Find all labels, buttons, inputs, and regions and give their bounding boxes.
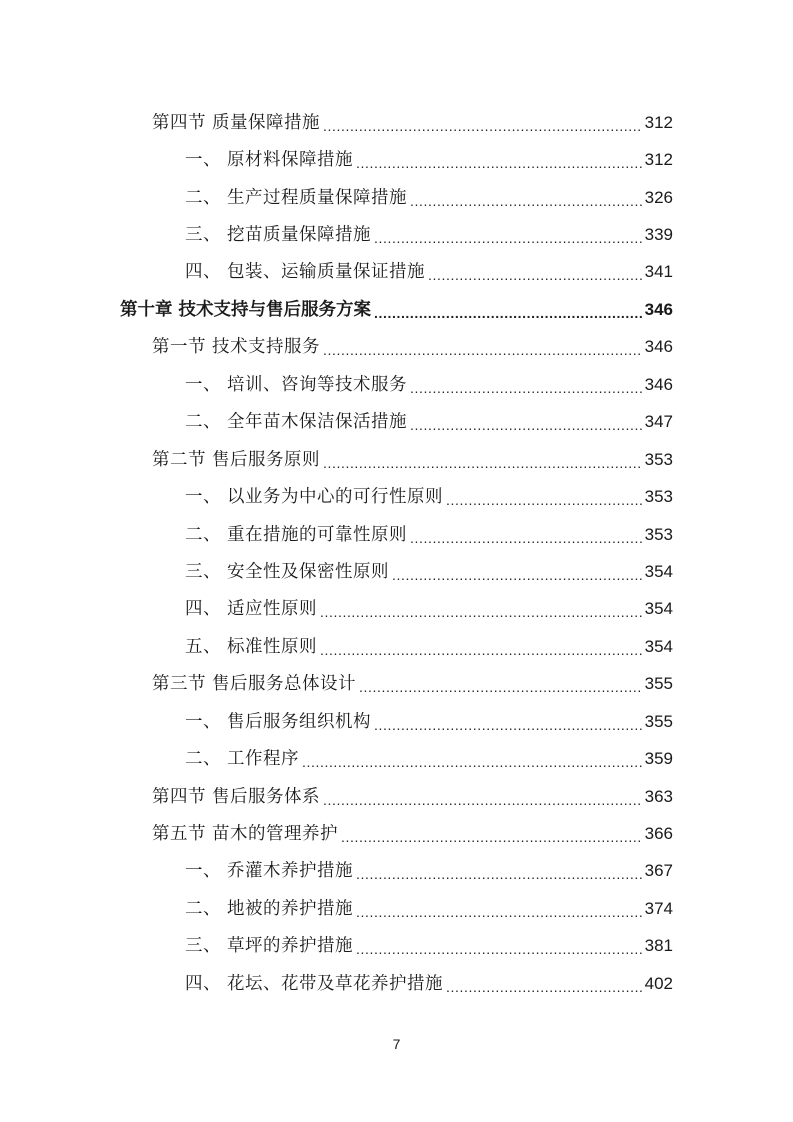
toc-entry-label	[185, 969, 443, 999]
toc-entry-prefix: 一、	[185, 150, 221, 171]
toc-entry-item[interactable]	[0, 740, 793, 777]
dot-leader	[356, 897, 643, 927]
toc-entry-title: 售后服务体系	[212, 786, 320, 807]
toc-entry-title: 地被的养护措施	[227, 898, 353, 919]
dot-leader	[446, 485, 643, 515]
dot-leader	[323, 111, 643, 141]
toc-entry-page: 346	[644, 299, 673, 319]
toc-entry-prefix: 二、	[185, 412, 221, 433]
toc-entry-title: 技术支持与售后服务方案	[178, 299, 371, 320]
toc-entry-section[interactable]	[0, 329, 793, 366]
toc-entry-prefix: 一、	[185, 711, 221, 732]
toc-entry-label	[120, 295, 371, 325]
toc-entry-title: 技术支持服务	[212, 337, 320, 358]
toc-entry-label	[152, 445, 320, 475]
toc-entry-prefix: 第二节	[152, 449, 206, 470]
toc-entry-title: 乔灌木养护措施	[227, 861, 353, 882]
toc-entry-section[interactable]	[0, 815, 793, 852]
toc-entry-page: 347	[644, 412, 673, 432]
dot-leader	[410, 186, 643, 216]
toc-entry-page: 312	[644, 150, 673, 170]
toc-entry-page: 355	[644, 711, 673, 731]
toc-entry-prefix: 四、	[185, 599, 221, 620]
toc-entry-prefix: 一、	[185, 374, 221, 395]
toc-entry-page: 354	[644, 599, 673, 619]
table-of-contents	[0, 104, 793, 1003]
toc-entry-page: 346	[644, 374, 673, 394]
dot-leader	[341, 822, 643, 852]
toc-entry-label	[185, 520, 407, 550]
toc-entry-label	[185, 370, 407, 400]
toc-entry-prefix: 一、	[185, 861, 221, 882]
toc-entry-page: 402	[644, 973, 673, 993]
toc-entry-page: 312	[644, 112, 673, 132]
dot-leader	[356, 859, 643, 889]
dot-leader	[410, 523, 643, 553]
toc-entry-title: 挖苗质量保障措施	[227, 225, 371, 246]
dot-leader	[374, 298, 643, 328]
toc-entry-item[interactable]	[0, 853, 793, 890]
toc-entry-page: 326	[644, 187, 673, 207]
toc-entry-item[interactable]	[0, 516, 793, 553]
toc-entry-prefix: 第五节	[152, 824, 206, 845]
toc-entry-prefix: 第四节	[152, 786, 206, 807]
toc-entry-page: 355	[644, 674, 673, 694]
toc-entry-prefix: 第一节	[152, 337, 206, 358]
toc-entry-item[interactable]	[0, 404, 793, 441]
toc-entry-label	[152, 819, 338, 849]
toc-entry-title: 适应性原则	[227, 599, 317, 620]
toc-entry-prefix: 三、	[185, 561, 221, 582]
toc-entry-title: 售后服务组织机构	[227, 711, 371, 732]
toc-entry-item[interactable]	[0, 141, 793, 178]
toc-entry-item[interactable]	[0, 478, 793, 515]
toc-entry-label	[185, 407, 407, 437]
toc-entry-prefix: 三、	[185, 936, 221, 957]
toc-entry-item[interactable]	[0, 366, 793, 403]
toc-entry-label	[185, 632, 317, 662]
dot-leader	[446, 972, 643, 1002]
toc-entry-label	[185, 183, 407, 213]
dot-leader	[410, 410, 643, 440]
toc-entry-page: 363	[644, 786, 673, 806]
toc-entry-item[interactable]	[0, 965, 793, 1002]
toc-entry-prefix: 二、	[185, 749, 221, 770]
toc-entry-title: 苗木的管理养护	[212, 824, 338, 845]
dot-leader	[356, 934, 643, 964]
dot-leader	[320, 597, 643, 627]
toc-entry-page: 381	[644, 936, 673, 956]
toc-entry-section[interactable]	[0, 666, 793, 703]
toc-entry-title: 草坪的养护措施	[227, 936, 353, 957]
dot-leader	[356, 148, 643, 178]
page-number: 7	[392, 1036, 401, 1052]
toc-entry-label	[185, 856, 353, 886]
toc-entry-label	[185, 744, 299, 774]
toc-entry-prefix: 第三节	[152, 674, 206, 695]
toc-entry-title: 售后服务原则	[212, 449, 320, 470]
toc-entry-prefix: 五、	[185, 636, 221, 657]
toc-entry-title: 生产过程质量保障措施	[227, 187, 407, 208]
toc-entry-label	[185, 931, 353, 961]
dot-leader	[320, 635, 643, 665]
toc-entry-label	[185, 557, 389, 587]
toc-entry-title: 以业务为中心的可行性原则	[227, 487, 443, 508]
toc-entry-prefix: 第十章	[120, 299, 173, 320]
dot-leader	[428, 260, 643, 290]
toc-entry-title: 原材料保障措施	[227, 150, 353, 171]
toc-entry-label	[152, 669, 356, 699]
toc-entry-title: 重在措施的可靠性原则	[227, 524, 407, 545]
toc-entry-item[interactable]	[0, 928, 793, 965]
dot-leader	[323, 448, 643, 478]
toc-entry-page: 346	[644, 337, 673, 357]
toc-entry-page: 354	[644, 561, 673, 581]
toc-entry-page: 341	[644, 262, 673, 282]
toc-entry-item[interactable]	[0, 216, 793, 253]
toc-entry-title: 培训、咨询等技术服务	[227, 374, 407, 395]
toc-entry-prefix: 二、	[185, 524, 221, 545]
toc-entry-label	[185, 707, 371, 737]
toc-entry-title: 工作程序	[227, 749, 299, 770]
toc-entry-label	[185, 482, 443, 512]
toc-entry-label	[152, 108, 320, 138]
toc-entry-item[interactable]	[0, 553, 793, 590]
toc-entry-section[interactable]	[0, 104, 793, 141]
toc-entry-page: 354	[644, 636, 673, 656]
toc-entry-title: 安全性及保密性原则	[227, 561, 389, 582]
toc-entry-page: 374	[644, 898, 673, 918]
toc-entry-prefix: 三、	[185, 225, 221, 246]
dot-leader	[374, 223, 643, 253]
dot-leader	[359, 672, 643, 702]
toc-entry-title: 售后服务总体设计	[212, 674, 356, 695]
dot-leader	[374, 710, 643, 740]
toc-entry-item[interactable]	[0, 254, 793, 291]
toc-entry-title: 质量保障措施	[212, 112, 320, 133]
toc-entry-prefix: 一、	[185, 487, 221, 508]
toc-entry-item[interactable]	[0, 890, 793, 927]
dot-leader	[302, 747, 643, 777]
dot-leader	[392, 560, 643, 590]
toc-entry-page: 366	[644, 824, 673, 844]
toc-entry-label	[185, 145, 353, 175]
toc-entry-label	[185, 257, 425, 287]
toc-entry-label	[185, 594, 317, 624]
toc-entry-item[interactable]	[0, 628, 793, 665]
toc-entry-item[interactable]	[0, 703, 793, 740]
toc-entry-page: 367	[644, 861, 673, 881]
toc-entry-title: 全年苗木保洁保活措施	[227, 412, 407, 433]
toc-entry-prefix: 二、	[185, 187, 221, 208]
toc-entry-prefix: 四、	[185, 973, 221, 994]
toc-entry-page: 353	[644, 449, 673, 469]
toc-entry-prefix: 四、	[185, 262, 221, 283]
toc-entry-label	[185, 220, 371, 250]
toc-entry-label	[152, 782, 320, 812]
toc-entry-title: 标准性原则	[227, 636, 317, 657]
toc-entry-item[interactable]	[0, 591, 793, 628]
toc-entry-section[interactable]	[0, 778, 793, 815]
toc-entry-label	[152, 332, 320, 362]
dot-leader	[323, 335, 643, 365]
dot-leader	[323, 785, 643, 815]
toc-entry-page: 353	[644, 524, 673, 544]
toc-entry-section[interactable]	[0, 441, 793, 478]
toc-entry-prefix: 二、	[185, 898, 221, 919]
toc-entry-prefix: 第四节	[152, 112, 206, 133]
toc-entry-title: 花坛、花带及草花养护措施	[227, 973, 443, 994]
toc-entry-page: 353	[644, 487, 673, 507]
dot-leader	[410, 373, 643, 403]
toc-entry-page: 339	[644, 225, 673, 245]
toc-entry-item[interactable]	[0, 179, 793, 216]
toc-entry-label	[185, 894, 353, 924]
toc-entry-chapter[interactable]	[0, 291, 793, 328]
toc-entry-title: 包装、运输质量保证措施	[227, 262, 425, 283]
toc-entry-page: 359	[644, 749, 673, 769]
